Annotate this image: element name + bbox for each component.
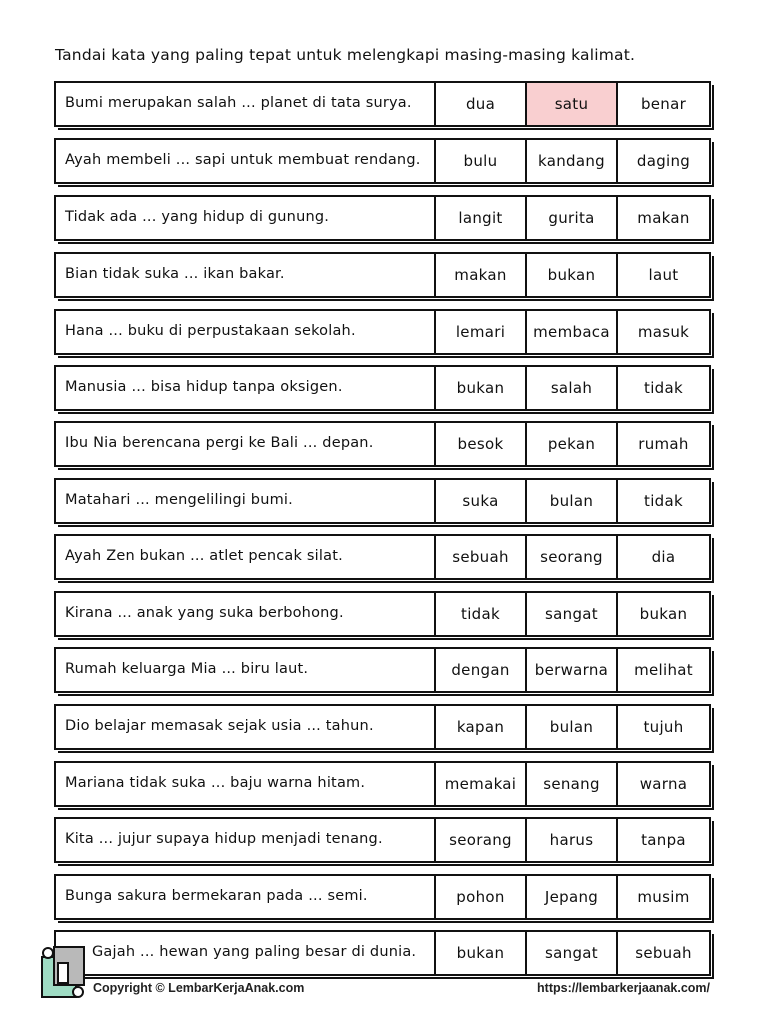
answer-option[interactable]: sangat [527, 593, 618, 635]
question-sentence: Manusia ... bisa hidup tanpa oksigen. [56, 367, 436, 409]
answer-option[interactable]: gurita [527, 197, 618, 239]
answer-option[interactable]: makan [637, 209, 690, 227]
answer-option[interactable]: bukan [436, 932, 527, 974]
answer-option[interactable]: bukan [639, 605, 688, 623]
answer-option[interactable]: bukan [436, 367, 527, 409]
answer-option[interactable]: pohon [436, 876, 527, 918]
question-sentence: Kita ... jujur supaya hidup menjadi tenang. [56, 819, 436, 861]
question-row [54, 704, 711, 750]
question-sentence: Ibu Nia berencana pergi ke Bali ... depan. [56, 423, 436, 465]
answer-option[interactable]: dengan [436, 649, 527, 691]
answer-option[interactable]: bukan [527, 254, 618, 296]
question-row [54, 930, 711, 976]
question-sentence: Hana ... buku di perpustakaan sekolah. [56, 311, 436, 353]
question-sentence: Ayah membeli ... sapi untuk membuat rendang. [56, 140, 436, 182]
answer-option[interactable]: salah [527, 367, 618, 409]
question-sentence: Gajah ... hewan yang paling besar di dunia. [56, 932, 436, 974]
question-sentence: Ayah Zen bukan ... atlet pencak silat. [56, 536, 436, 578]
answer-option[interactable]: seorang [527, 536, 618, 578]
answer-option[interactable]: senang [527, 763, 618, 805]
question-sentence: Bumi merupakan salah ... planet di tata surya. [56, 83, 436, 125]
question-row [54, 591, 711, 637]
answer-option[interactable]: Jepang [527, 876, 618, 918]
answer-option[interactable]: melihat [634, 661, 693, 679]
answer-option[interactable]: suka [436, 480, 527, 522]
answer-option[interactable]: tanpa [641, 831, 686, 849]
answer-option[interactable]: tidak [436, 593, 527, 635]
answer-option[interactable]: lemari [436, 311, 527, 353]
answer-option[interactable]: laut [648, 266, 679, 284]
question-sentence: Mariana tidak suka ... baju warna hitam. [56, 763, 436, 805]
answer-option[interactable]: harus [527, 819, 618, 861]
answer-option[interactable]: dia [651, 548, 676, 566]
question-sentence: Bian tidak suka ... ikan bakar. [56, 254, 436, 296]
question-row [54, 309, 711, 355]
question-row [54, 421, 711, 467]
answer-option[interactable]: tidak [644, 379, 683, 397]
question-sentence: Rumah keluarga Mia ... biru laut. [56, 649, 436, 691]
question-row [54, 365, 711, 411]
answer-option[interactable]: tidak [644, 492, 683, 510]
question-row [54, 252, 711, 298]
answer-option[interactable]: warna [639, 775, 688, 793]
answer-option[interactable]: makan [436, 254, 527, 296]
question-sentence: Tidak ada ... yang hidup di gunung. [56, 197, 436, 239]
question-row [54, 138, 711, 184]
answer-option[interactable]: kapan [436, 706, 527, 748]
answer-option[interactable]: benar [640, 95, 687, 113]
answer-option[interactable]: besok [436, 423, 527, 465]
answer-option[interactable]: seorang [436, 819, 527, 861]
question-row [54, 81, 711, 127]
answer-option[interactable]: sangat [527, 932, 618, 974]
answer-option[interactable]: dua [436, 83, 527, 125]
answer-option[interactable]: memakai [436, 763, 527, 805]
question-row [54, 647, 711, 693]
question-sentence: Bunga sakura bermekaran pada ... semi. [56, 876, 436, 918]
question-sentence: Kirana ... anak yang suka berbohong. [56, 593, 436, 635]
answer-option[interactable]: sebuah [436, 536, 527, 578]
site-logo-icon [40, 945, 86, 999]
answer-option[interactable]: daging [636, 152, 691, 170]
question-sentence: Matahari ... mengelilingi bumi. [56, 480, 436, 522]
answer-option[interactable]: rumah [638, 435, 689, 453]
answer-option[interactable]: satu [527, 83, 618, 125]
answer-option[interactable]: sebuah [635, 944, 692, 962]
question-row [54, 478, 711, 524]
answer-option[interactable]: musim [637, 888, 690, 906]
answer-option[interactable]: masuk [637, 323, 690, 341]
answer-option[interactable]: pekan [527, 423, 618, 465]
answer-option[interactable]: berwarna [527, 649, 618, 691]
copyright-text: Copyright © LembarKerjaAnak.com [93, 981, 305, 995]
answer-option[interactable]: bulan [527, 706, 618, 748]
answer-option[interactable]: tujuh [643, 718, 684, 736]
question-row [54, 534, 711, 580]
question-row [54, 817, 711, 863]
question-row [54, 874, 711, 920]
question-row [54, 761, 711, 807]
footer-url-link[interactable]: https://lembarkerjaanak.com/ [537, 981, 710, 995]
answer-option[interactable]: langit [436, 197, 527, 239]
answer-option[interactable]: kandang [527, 140, 618, 182]
question-row [54, 195, 711, 241]
question-sentence: Dio belajar memasak sejak usia ... tahun. [56, 706, 436, 748]
answer-option[interactable]: membaca [527, 311, 618, 353]
answer-option[interactable]: bulu [436, 140, 527, 182]
instruction-text: Tandai kata yang paling tepat untuk melengkapi masing-masing kalimat. [55, 46, 636, 64]
answer-option[interactable]: bulan [527, 480, 618, 522]
